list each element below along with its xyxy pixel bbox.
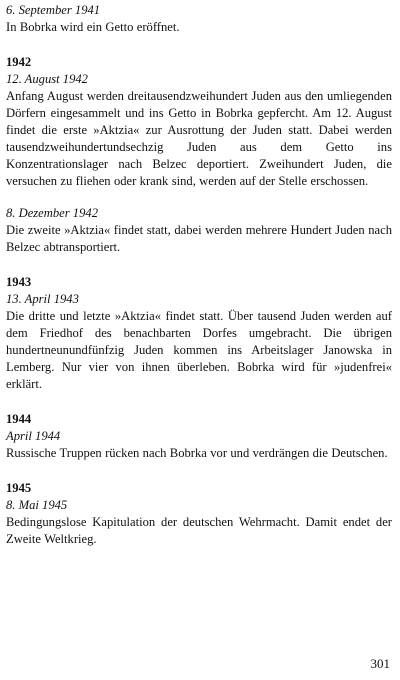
year-heading-1942: 1942: [6, 55, 32, 69]
entry-text-1945-05-08: Bedingungslose Kapitulation der deutschen Wehrmacht. Damit endet der Zweite Weltkrieg.: [6, 515, 392, 546]
entry-text-1943-04-13: Die dritte und letzte »Aktzia« findet statt. Über tausend Juden werden auf dem Friedhof des benachbarten Dorfes umgebracht. Die übrigen hundertneunundfünfzig Juden kommen ins Arbeitslager Janowska in Lemberg. Nur vier von ihnen überleben. Bobrka wird für »judenfrei« erklärt.: [6, 309, 392, 391]
entry-text-1942-08-12: Anfang August werden dreitausendzweihundert Juden aus den umliegenden Dörfern eingesammelt und ins Getto in Bobrka gepfercht. Am 12. August findet die erste »Aktzia« zur Ausrottung der Juden statt. Dabei werden tausendzweihundertundsechzig Juden aus dem Getto ins Konzentrationslager nach Belzec deportiert. Zweihundert Juden, die versuchen zu fliehen oder krank sind, werden auf der Stelle erschossen.: [6, 89, 392, 188]
entry-date-1944-04: April 1944: [6, 429, 61, 443]
entry-date-1942-12-08: 8. Dezember 1942: [6, 206, 98, 220]
chronology-page: [6, 2, 392, 548]
year-heading-1945: 1945: [6, 481, 32, 495]
entry-text-1941-09-06: In Bobrka wird ein Getto eröffnet.: [6, 20, 180, 34]
entry-text-1944-04: Russische Truppen rücken nach Bobrka vor und verdrängen die Deutschen.: [6, 446, 388, 460]
entry-text-1942-12-08: Die zweite »Aktzia« findet statt, dabei werden mehrere Hundert Juden nach Belzec abtransportiert.: [6, 223, 392, 254]
page-number: 301: [370, 656, 390, 671]
entry-date-1943-04-13: 13. April 1943: [6, 292, 79, 306]
year-heading-1944: 1944: [6, 412, 32, 426]
entry-date-1941-09-06: 6. September 1941: [6, 3, 101, 17]
year-heading-1943: 1943: [6, 275, 32, 289]
entry-date-1942-08-12: 12. August 1942: [6, 72, 88, 86]
entry-date-1945-05-08: 8. Mai 1945: [6, 498, 68, 512]
